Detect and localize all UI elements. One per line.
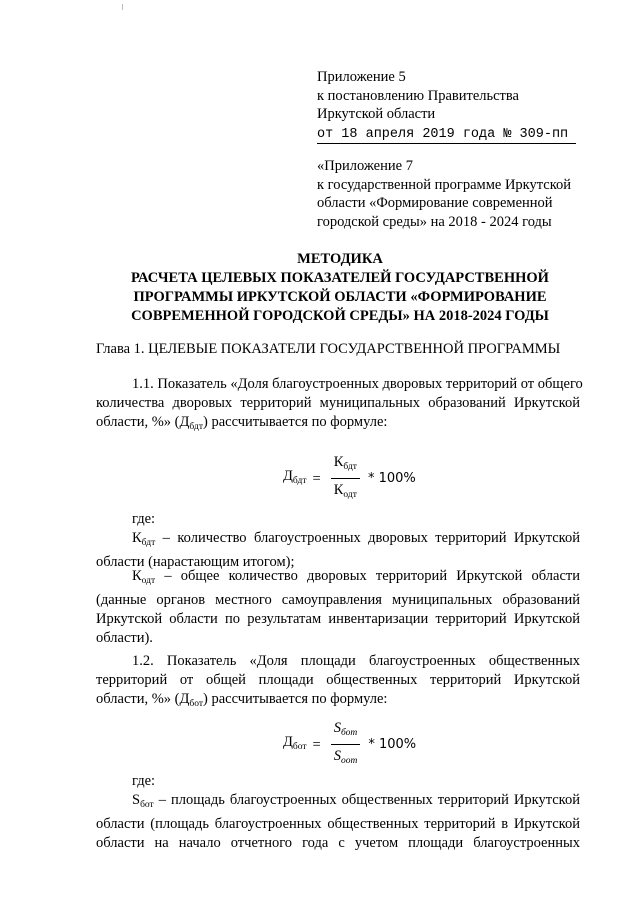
- appendix-line: к постановлению Правительства: [317, 87, 519, 104]
- title-line: СОВРЕМЕННОЙ ГОРОДСКОЙ СРЕДЫ» НА 2018-2024 ГОДЫ: [131, 308, 549, 324]
- title-line: ПРОГРАММЫ ИРКУТСКОЙ ОБЛАСТИ «ФОРМИРОВАНИЕ: [133, 289, 547, 305]
- definition-k-odt: [96, 567, 580, 648]
- fraction-denominator: $S_{оот}$: [333, 748, 358, 766]
- definition-s-bot: [96, 791, 580, 853]
- title-line: РАСЧЕТА ЦЕЛЕВЫХ ПОКАЗАТЕЛЕЙ ГОСУДАРСТВЕННОЙ: [131, 270, 549, 286]
- appendix-line: «Приложение 7: [317, 158, 413, 174]
- appendix-line: области «Формирование современной: [317, 195, 553, 211]
- paragraph-line: области (площадь благоустроенных общественных территорий в Иркутской: [96, 816, 580, 832]
- formula-multiplier: * 100%: [367, 470, 416, 486]
- formula-lhs: $Д_{бот}$: [283, 734, 307, 752]
- formula-multiplier: * 100%: [368, 736, 417, 752]
- paragraph-line: Иркутской области по результатам инвентаризации территорий Иркутской: [96, 611, 580, 627]
- paragraph-line: количества дворовых территорий муниципальных образований Иркутской: [96, 395, 580, 411]
- appendix-line: к государственной программе Иркутской: [317, 176, 572, 193]
- section-1-1-paragraph: [96, 375, 583, 437]
- fraction-numerator: $К_{бдт}$: [331, 453, 360, 479]
- paragraph-line: области на начало отчетного года с учетом площади благоустроенных: [96, 835, 580, 851]
- formula-fraction: [331, 719, 361, 770]
- formula-1: [283, 453, 416, 504]
- paragraph-line: области, %» $(Д_{бдт})$ рассчитывается по формуле:: [96, 414, 388, 432]
- scan-mark: [122, 4, 123, 10]
- section-1-2-paragraph: [96, 652, 580, 714]
- paragraph-line: $S_{бот}$ – площадь благоустроенных общественных территорий Иркутской: [132, 792, 580, 810]
- chapter-heading: Глава 1. ЦЕЛЕВЫЕ ПОКАЗАТЕЛИ ГОСУДАРСТВЕННОЙ ПРОГРАММЫ: [96, 341, 561, 357]
- formula-2: [283, 719, 416, 770]
- formula-lhs: $Д_{бдт}$: [283, 468, 307, 486]
- paragraph-line: 1.1. Показатель «Доля благоустроенных дворовых территорий от общего: [132, 376, 583, 392]
- paragraph-line: области).: [96, 630, 153, 646]
- appendix-5-header: [317, 68, 576, 144]
- fraction-denominator: $К_{одт}$: [333, 482, 357, 500]
- formula-equals: =: [312, 736, 321, 753]
- appendix-line: Приложение 5: [317, 69, 406, 85]
- title-line: МЕТОДИКА: [297, 251, 383, 267]
- appendix-7-header: [317, 157, 571, 231]
- formula-equals: =: [312, 470, 321, 487]
- appendix-line: Иркутской области: [317, 106, 436, 122]
- paragraph-line: области (нарастающим итогом);: [96, 554, 295, 570]
- where-label-2: где:: [132, 773, 156, 789]
- fraction-numerator: $S_{бот}$: [331, 719, 361, 745]
- paragraph-line: (данные органов местного самоуправления муниципальных образований: [96, 592, 580, 608]
- paragraph-line: $К_{одт}$ – общее количество дворовых территорий Иркутской области: [132, 568, 580, 586]
- paragraph-line: территорий от общей площади общественных территорий Иркутской: [96, 672, 580, 688]
- paragraph-line: области, %» $(Д_{бот})$ рассчитывается по формуле:: [96, 691, 388, 709]
- formula-fraction: [331, 453, 360, 504]
- paragraph-line: $К_{бдт}$ – количество благоустроенных дворовых территорий Иркутской: [132, 530, 580, 548]
- definition-k-bdt: [96, 529, 580, 572]
- paragraph-line: 1.2. Показатель «Доля площади благоустроенных общественных: [132, 653, 580, 669]
- document-title: [60, 250, 620, 326]
- decree-date: от 18 апреля 2019 года № 309-пп: [317, 126, 576, 144]
- where-label-1: где:: [132, 511, 156, 527]
- appendix-line: городской среды» на 2018 - 2024 годы: [317, 213, 552, 230]
